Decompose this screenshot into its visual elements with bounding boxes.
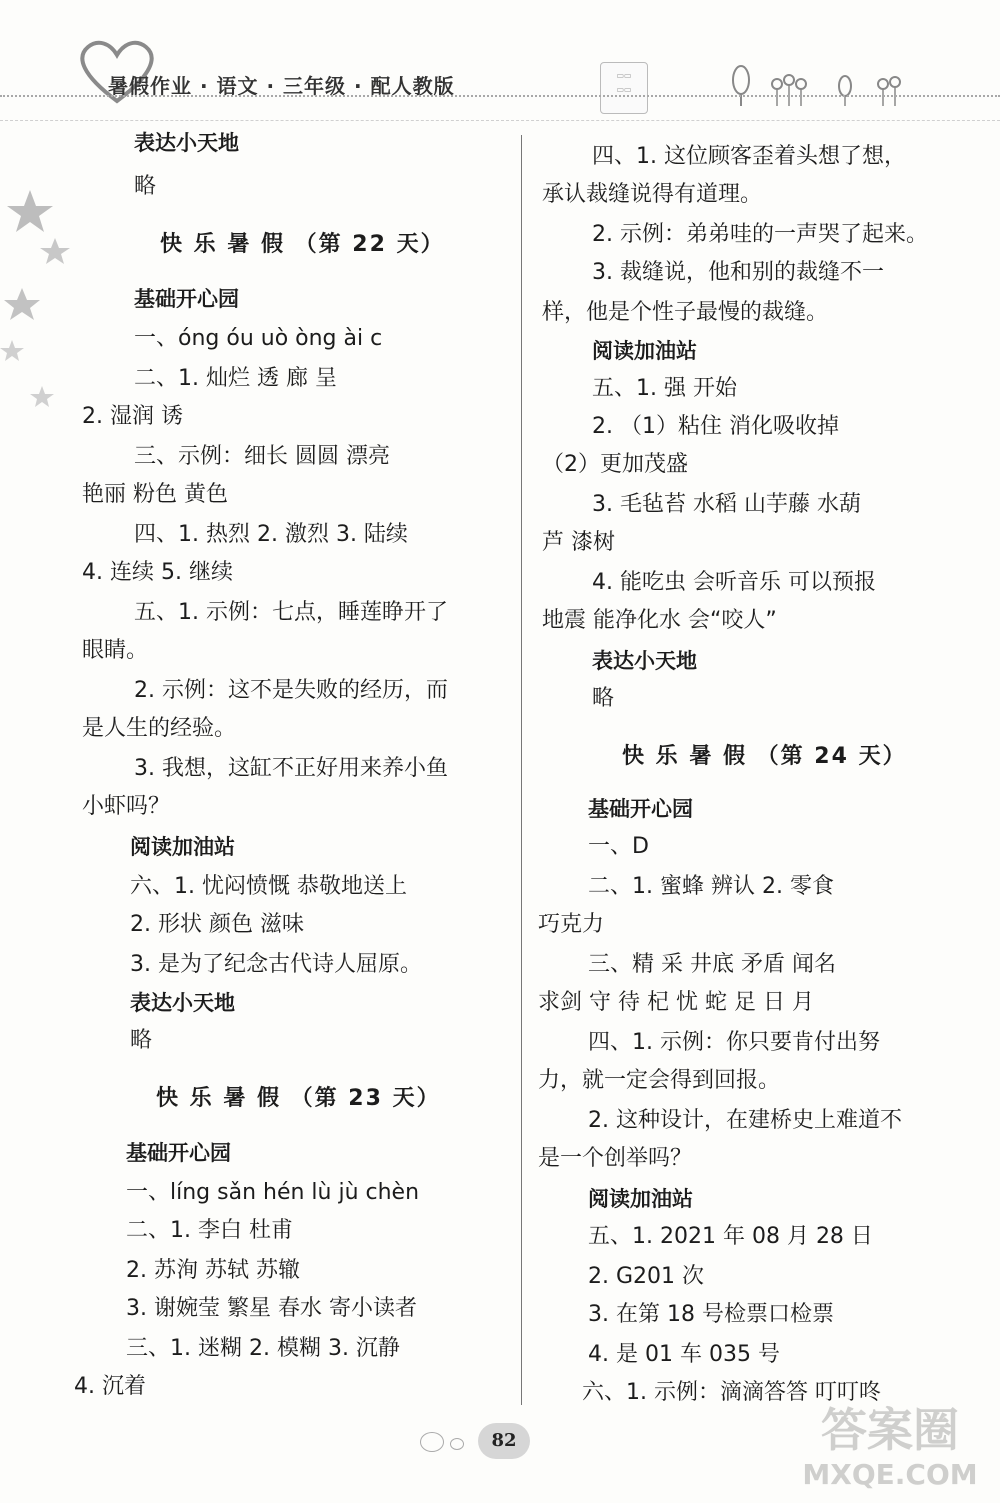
answer-line: 3. 谢婉莹 繁星 春水 寄小读者 bbox=[126, 1296, 417, 1321]
stars-decoration-icon bbox=[0, 190, 70, 420]
answer-line: 3. 毛毡苔 水稻 山芋藤 水葫 bbox=[592, 492, 861, 517]
answer-line: 略 bbox=[592, 686, 615, 711]
answer-line: 2. 苏洵 苏轼 苏辙 bbox=[126, 1258, 300, 1283]
answer-line: 样，他是个性子最慢的裁缝。 bbox=[542, 300, 829, 325]
answer-line: 二、1. 灿烂 透 廊 呈 bbox=[134, 366, 337, 391]
answer-line: 是人生的经验。 bbox=[82, 716, 237, 741]
section-heading: 表达小天地 bbox=[130, 991, 235, 1015]
answer-line: 一、líng sǎn hén lù jù chèn bbox=[126, 1180, 420, 1205]
answer-line: 2. 示例：弟弟哇的一声哭了起来。 bbox=[592, 222, 928, 247]
answer-line: 三、精 采 井底 矛盾 闻名 bbox=[588, 952, 836, 977]
answer-line: 四、1. 示例：你只要肯付出努 bbox=[588, 1030, 880, 1055]
page-number: 82 bbox=[478, 1423, 530, 1459]
answer-line: 五、1. 2021 年 08 月 28 日 bbox=[588, 1224, 873, 1249]
header-title: 暑假作业 · 语文 · 三年级 · 配人教版 bbox=[108, 74, 455, 98]
answer-line: 略 bbox=[130, 1028, 153, 1053]
section-heading: 阅读加油站 bbox=[592, 339, 697, 363]
answer-line: 承认裁缝说得有道理。 bbox=[542, 182, 763, 207]
answer-line: 二、1. 蜜蜂 辨认 2. 零食 bbox=[588, 874, 834, 899]
section-heading: 基础开心园 bbox=[126, 1141, 231, 1165]
answer-line: 3. 是为了纪念古代诗人屈原。 bbox=[130, 952, 422, 977]
answer-line: 地震 能净化水 会“咬人” bbox=[542, 608, 777, 633]
answer-line: 2. 这种设计，在建桥史上难道不 bbox=[588, 1108, 902, 1133]
section-heading: 阅读加油站 bbox=[588, 1187, 693, 1211]
answer-line: 三、1. 迷糊 2. 模糊 3. 沉静 bbox=[126, 1336, 400, 1361]
answer-line: 2. 形状 颜色 滋味 bbox=[130, 912, 304, 937]
answer-line: 艳丽 粉色 黄色 bbox=[82, 482, 228, 507]
sticky-note-icon: ▭▭ ▭▭ bbox=[600, 62, 648, 114]
answer-line: 小虾吗？ bbox=[82, 794, 171, 819]
page-header bbox=[0, 0, 1000, 125]
answer-line: 三、示例：细长 圆圆 漂亮 bbox=[134, 444, 390, 469]
answer-line: 五、1. 示例：七点，睡莲睁开了 bbox=[134, 600, 448, 625]
section-heading: 基础开心园 bbox=[588, 797, 693, 821]
answer-line: 四、1. 这位顾客歪着头想了想， bbox=[592, 144, 906, 169]
answer-line: 四、1. 热烈 2. 激烈 3. 陆续 bbox=[134, 522, 408, 547]
watermark-line2: MXQE.COM bbox=[802, 1458, 978, 1491]
answer-line: 五、1. 强 开始 bbox=[592, 376, 737, 401]
watermark bbox=[790, 1400, 990, 1500]
answer-line: 巧克力 bbox=[538, 912, 605, 937]
answer-line: 4. 连续 5. 继续 bbox=[82, 560, 233, 585]
answer-line: 一、D bbox=[588, 834, 649, 859]
bubble-decoration-icon bbox=[450, 1438, 464, 1450]
answer-line: 2. （1）粘住 消化吸收掉 bbox=[592, 414, 839, 439]
answer-line: 3. 我想，这缸不正好用来养小鱼 bbox=[134, 756, 448, 781]
answer-line: 是一个创举吗？ bbox=[538, 1146, 693, 1171]
day-heading: 快 乐 暑 假 （第 24 天） bbox=[622, 744, 907, 769]
answer-line: 3. 裁缝说，他和别的裁缝不一 bbox=[592, 260, 884, 285]
flower-decoration-icon bbox=[725, 62, 925, 107]
watermark-line1: 答案圈 bbox=[821, 1403, 959, 1457]
answer-line: 六、1. 忧闷愤慨 恭敬地送上 bbox=[130, 874, 407, 899]
day-heading: 快 乐 暑 假 （第 23 天） bbox=[156, 1086, 441, 1111]
section-heading: 表达小天地 bbox=[134, 131, 239, 155]
answer-line: 2. 示例：这不是失败的经历，而 bbox=[134, 678, 448, 703]
header-dashed-line bbox=[0, 120, 1000, 121]
answer-line: 眼睛。 bbox=[82, 638, 149, 663]
section-heading: 基础开心园 bbox=[134, 287, 239, 311]
answer-line: 4. 是 01 车 035 号 bbox=[588, 1342, 780, 1367]
answer-line: 4. 能吃虫 会听音乐 可以预报 bbox=[592, 570, 876, 595]
answer-line: 六、1. 示例：滴滴答答 叮叮咚 bbox=[582, 1380, 881, 1405]
answer-line: 一、óng óu uò òng ài c bbox=[134, 326, 383, 351]
answer-line: 2. G201 次 bbox=[588, 1264, 705, 1289]
answer-line: 略 bbox=[134, 174, 157, 199]
answer-line: 二、1. 李白 杜甫 bbox=[126, 1218, 293, 1243]
answer-line: 求剑 守 待 杞 忧 蛇 足 日 月 bbox=[538, 990, 814, 1015]
answer-line: 力，就一定会得到回报。 bbox=[538, 1068, 781, 1093]
answer-line: 4. 沉着 bbox=[74, 1374, 146, 1399]
header-dotted-line bbox=[0, 95, 1000, 97]
answer-line: （2）更加茂盛 bbox=[542, 452, 688, 477]
answer-line: 2. 湿润 诱 bbox=[82, 404, 183, 429]
answer-line: 3. 在第 18 号检票口检票 bbox=[588, 1302, 834, 1327]
answer-line: 芦 漆树 bbox=[542, 530, 615, 555]
bubble-decoration-icon bbox=[420, 1432, 444, 1452]
section-heading: 表达小天地 bbox=[592, 649, 697, 673]
section-heading: 阅读加油站 bbox=[130, 835, 235, 859]
column-divider bbox=[521, 135, 522, 1405]
day-heading: 快 乐 暑 假 （第 22 天） bbox=[160, 232, 445, 257]
